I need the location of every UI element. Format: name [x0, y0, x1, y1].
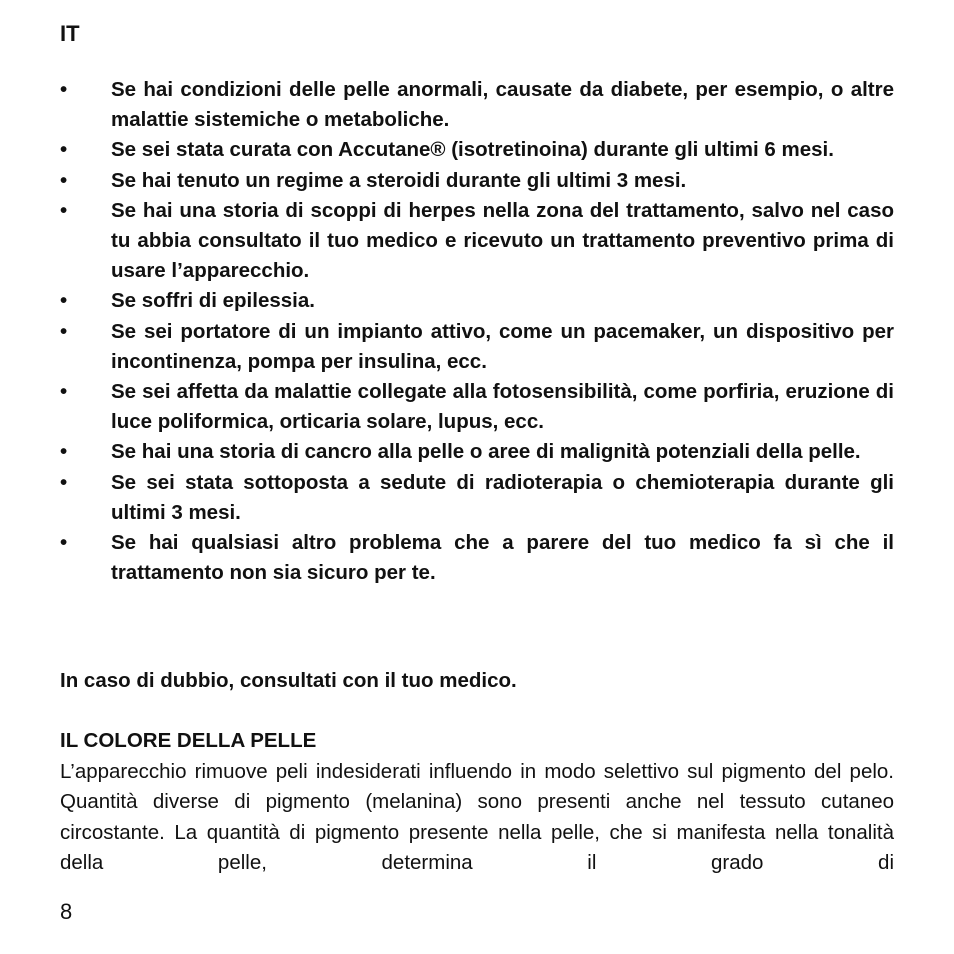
list-item-text: Se hai condizioni delle pelle anormali, causate da diabete, per esempio, o altre malattie sistemiche o metaboliche.: [111, 78, 894, 132]
list-item-text: Se hai qualsiasi altro problema che a parere del tuo medico fa sì che il trattamento non sia sicuro per te.: [111, 531, 894, 585]
list-item-text: Se soffri di epilessia.: [111, 289, 315, 313]
bullet-icon: •: [60, 198, 68, 222]
list-item: [60, 75, 894, 135]
page-number: 8: [60, 899, 73, 924]
list-item-text: Se sei stata curata con Accutane® (isotretinoina) durante gli ultimi 6 mesi.: [111, 138, 834, 162]
doubt-note: In caso di dubbio, consultati con il tuo medico.: [60, 669, 517, 692]
list-item-text: Se hai una storia di scoppi di herpes nella zona del trattamento, salvo nel caso tu abbia consultato il tuo medico e ricevuto un trattamento preventivo prima di usare l’apparecchio.: [111, 198, 894, 283]
list-item-text: Se sei portatore di un impianto attivo, come un pacemaker, un dispositivo per incontinenza, pompa per insulina, ecc.: [111, 319, 894, 373]
bullet-icon: •: [60, 78, 68, 101]
bullet-icon: •: [60, 138, 68, 162]
list-item: [60, 468, 894, 528]
bullet-icon: •: [60, 440, 68, 464]
section-body: L’apparecchio rimuove peli indesiderati influendo in modo selettivo sul pigmento del pelo. Quantità diverse di pigmento (melanina) sono presenti anche nel tessuto cutaneo circostante. La quantità di pigmento presente nella pelle, che si manifesta nella tonalità della pelle, determina il grado di: [60, 760, 894, 874]
bullet-icon: •: [60, 168, 68, 192]
list-item-text: Se sei stata sottoposta a sedute di radioterapia o chemioterapia durante gli ultimi 3 mesi.: [111, 470, 894, 524]
list-item: [60, 286, 894, 316]
language-code: IT: [60, 21, 80, 46]
list-item-text: Se hai tenuto un regime a steroidi durante gli ultimi 3 mesi.: [111, 168, 687, 192]
bullet-icon: •: [60, 470, 68, 494]
list-item: [60, 528, 894, 588]
list-item: [60, 437, 894, 467]
list-item: [60, 317, 894, 377]
list-item-text: Se hai una storia di cancro alla pelle o aree di malignità potenziali della pelle.: [111, 440, 861, 464]
list-item-text: Se sei affetta da malattie collegate alla fotosensibilità, come porfiria, eruzione di luce poliformica, orticaria solare, lupus, ecc.: [111, 380, 894, 434]
contraindications-list: [60, 75, 894, 588]
list-item: [60, 196, 894, 287]
bullet-icon: •: [60, 289, 68, 313]
bullet-icon: •: [60, 319, 68, 343]
bullet-icon: •: [60, 380, 68, 404]
list-item: [60, 166, 894, 196]
list-item: [60, 135, 894, 165]
list-item: [60, 377, 894, 437]
bullet-icon: •: [60, 531, 68, 555]
section-heading: IL COLORE DELLA PELLE: [60, 729, 317, 752]
